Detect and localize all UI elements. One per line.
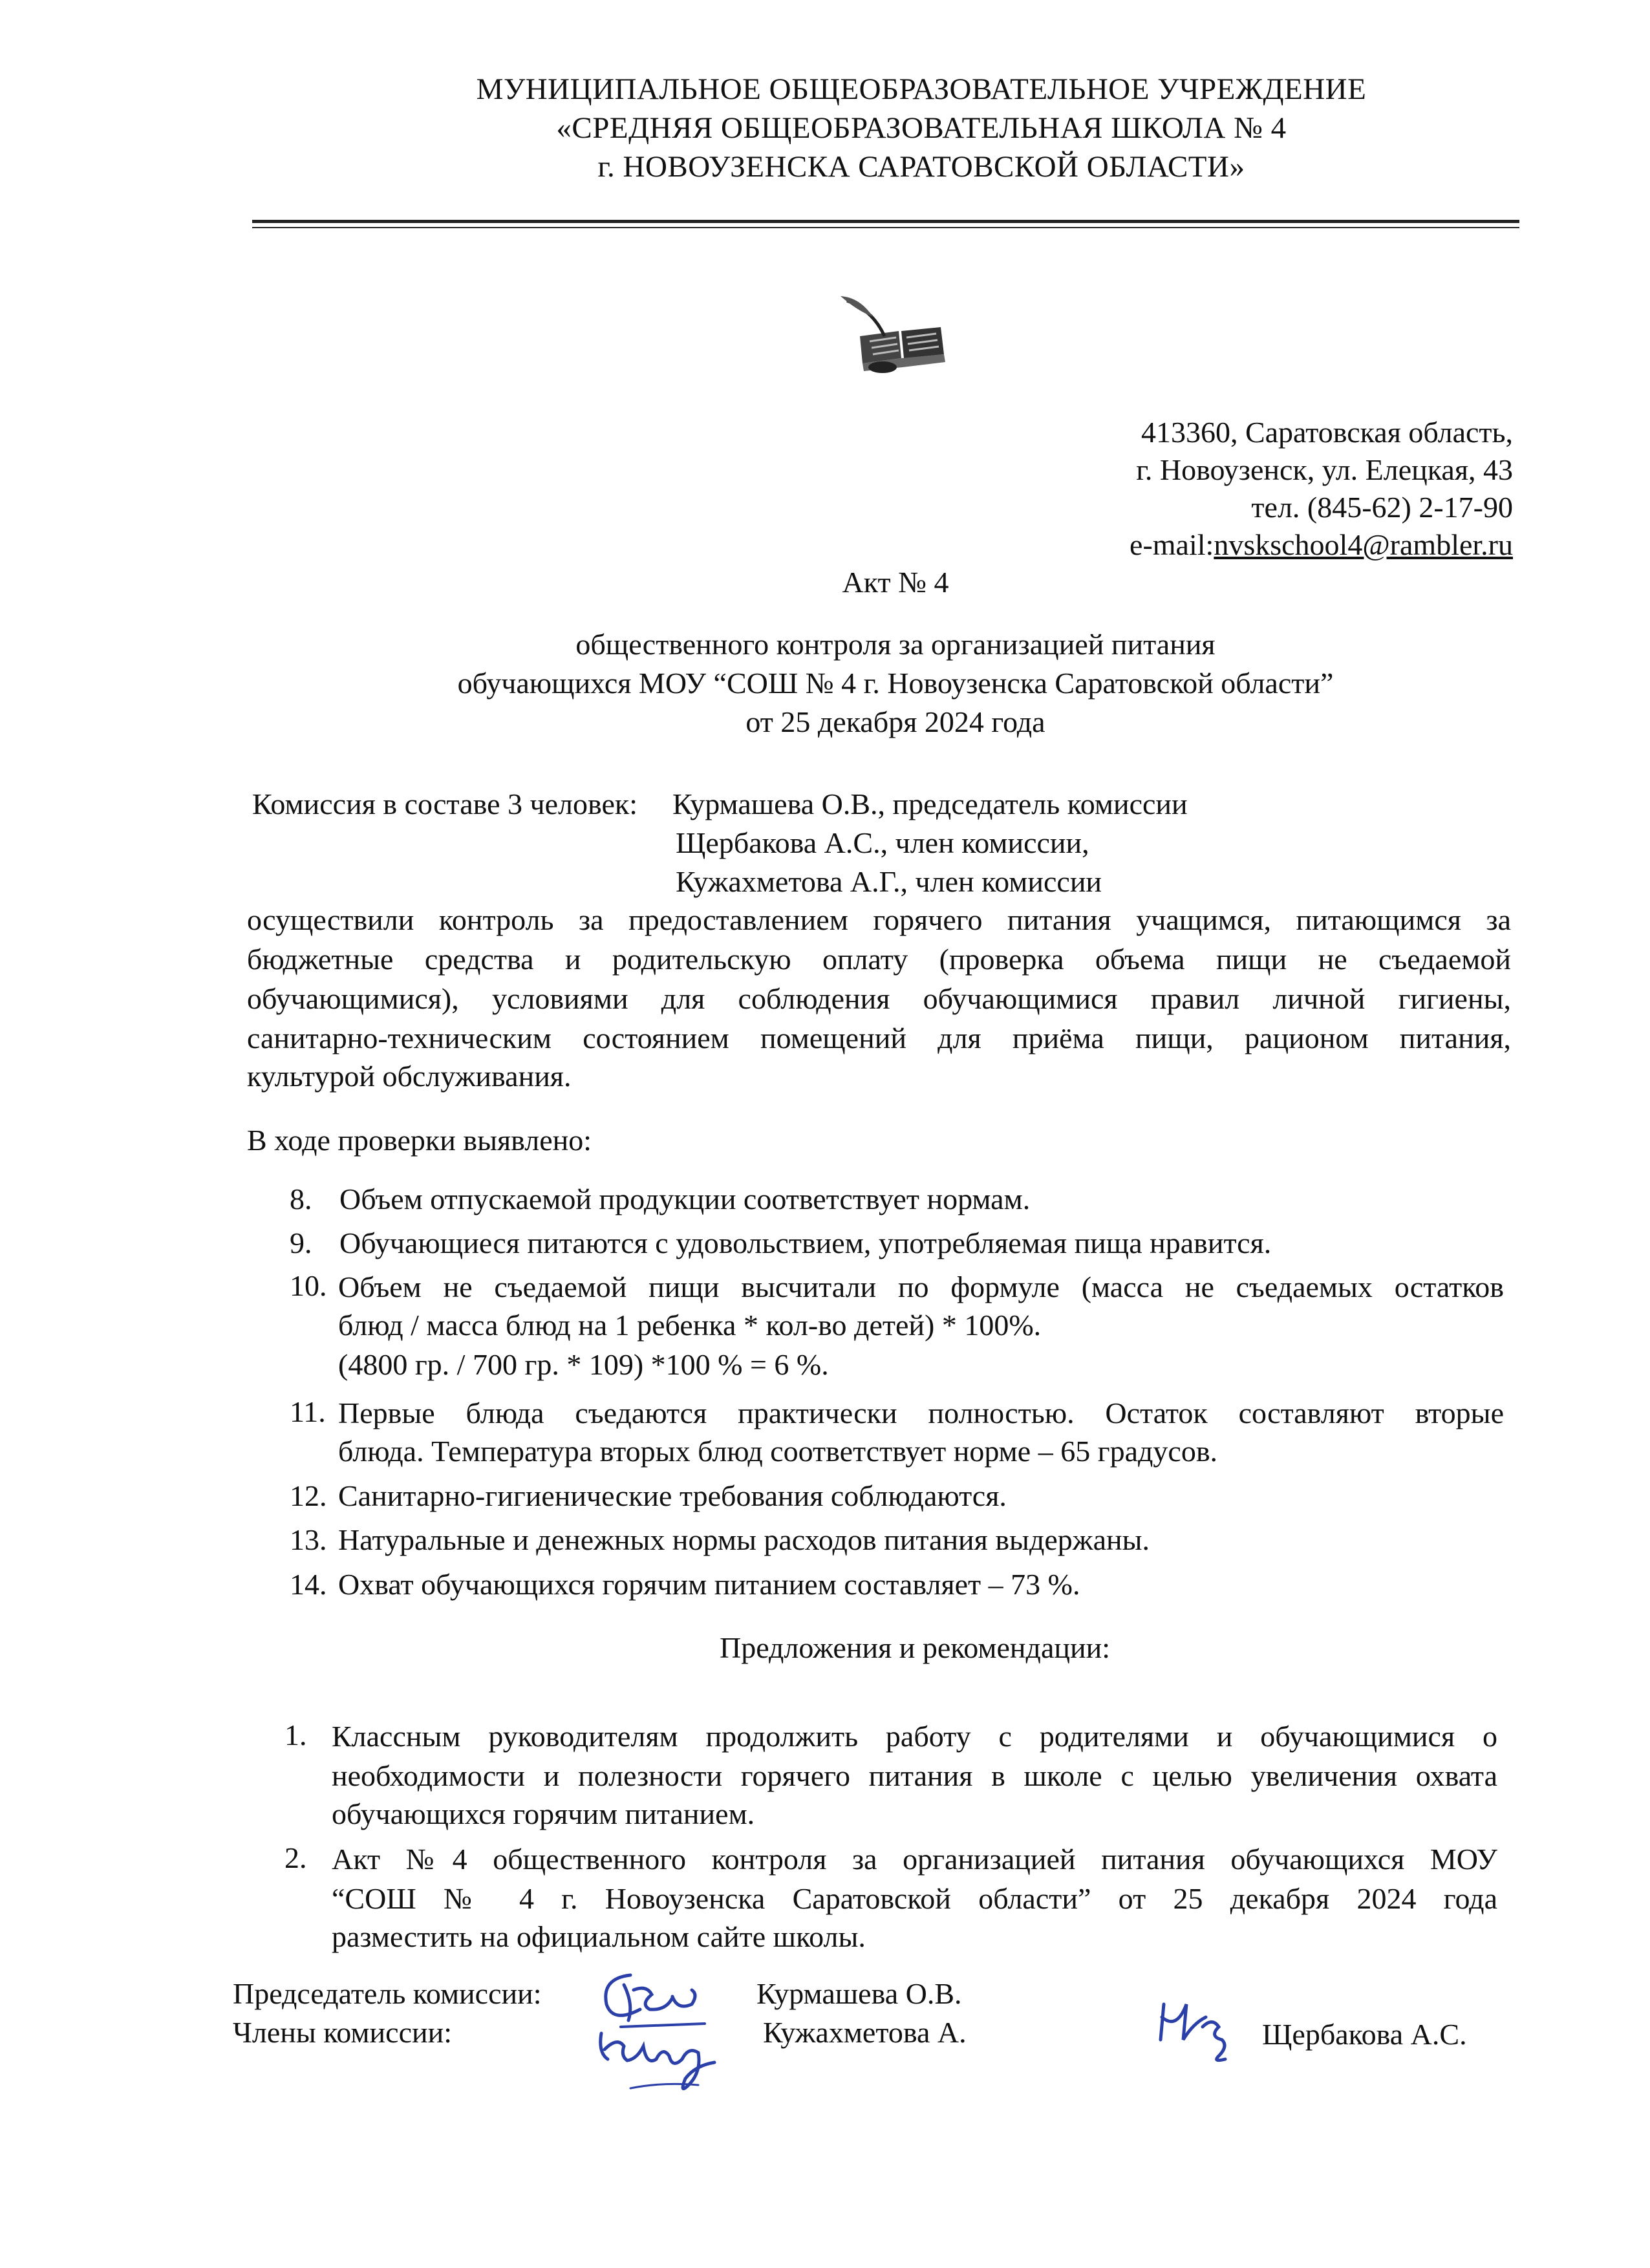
header-line-1: МУНИЦИПАЛЬНОЕ ОБЩЕОБРАЗОВАТЕЛЬНОЕ УЧРЕЖДЕНИЕ — [476, 72, 1367, 106]
recommendation-text: обучающихся горячим питанием. — [332, 1797, 755, 1830]
body-line-4: санитарно-техническим состоянием помещений для приёма пищи, рационом питания, — [247, 1022, 1511, 1054]
member-1-name: Кужахметова А. — [763, 2016, 967, 2049]
recommendation-number: 1. — [284, 1718, 307, 1751]
finding-text: Объем отпускаемой продукции соответствует нормам. — [339, 1182, 1031, 1215]
act-date: от 25 декабря 2024 года — [745, 705, 1045, 738]
act-subtitle-2: обучающихся МОУ “СОШ № 4 г. Новоузенска Саратовской области” — [457, 667, 1334, 700]
finding-text: Обучающиеся питаются с удовольствием, употребляемая пища нравится. — [339, 1226, 1272, 1259]
recommendations-title: Предложения и рекомендации: — [720, 1631, 1110, 1664]
finding-text: Натуральные и денежных нормы расходов питания выдержаны. — [338, 1523, 1150, 1556]
recommendation-text: Классным руководителям продолжить работу с родителями и обучающимися о — [332, 1720, 1497, 1753]
header-rule-thin — [252, 227, 1519, 228]
header-block — [0, 70, 1650, 186]
header-line-3: г. НОВОУЗЕНСКА САРАТОВСКОЙ ОБЛАСТИ» — [597, 150, 1245, 184]
members-label: Члены комиссии: — [233, 2016, 453, 2049]
email-label: e-mail: — [1130, 528, 1214, 561]
address-phone: тел. (845-62) 2-17-90 — [1251, 491, 1513, 524]
book-and-quill-icon — [834, 291, 970, 381]
header-line-2: «СРЕДНЯЯ ОБЩЕОБРАЗОВАТЕЛЬНАЯ ШКОЛА № 4 — [556, 111, 1287, 145]
commission-member-2: Щербакова А.С., член комиссии, — [676, 826, 1089, 859]
finding-text: блюд / масса блюд на 1 ребенка * кол-во детей) * 100%. — [338, 1309, 1042, 1342]
header-rule-thick — [252, 220, 1519, 223]
email-link[interactable]: nvskschool4@rambler.ru — [1214, 528, 1513, 561]
recommendation-number: 2. — [284, 1841, 307, 1874]
finding-text: (4800 гр. / 700 гр. * 109) *100 % = 6 %. — [338, 1348, 829, 1381]
commission-intro: Комиссия в составе 3 человек: — [252, 787, 638, 820]
act-subtitle-1: общественного контроля за организацией питания — [575, 628, 1216, 661]
body-line-2: бюджетные средства и родительскую оплату (проверка объема пищи не съедаемой — [247, 943, 1511, 976]
finding-text: Охват обучающихся горячим питанием составляет – 73 %. — [338, 1568, 1080, 1601]
finding-number: 13. — [290, 1523, 327, 1556]
commission-member-3: Кужахметова А.Г., член комиссии — [676, 865, 1102, 898]
chair-name: Курмашева О.В. — [756, 1977, 962, 2010]
finding-text: Первые блюда съедаются практически полностью. Остаток составляют вторые — [338, 1396, 1504, 1429]
finding-number: 8. — [290, 1182, 312, 1215]
recommendation-text: Акт №4 общественного контроля за организацией питания обучающихся МОУ — [332, 1843, 1497, 1876]
finding-text: Санитарно-гигиенические требования соблюдаются. — [338, 1479, 1007, 1512]
finding-number: 10. — [290, 1269, 327, 1302]
member-2-name: Щербакова А.С. — [1262, 2018, 1467, 2051]
finding-number: 9. — [290, 1226, 312, 1259]
address-line-1: 413360, Саратовская область, — [1141, 416, 1513, 449]
recommendation-text: “СОШ № 4 г. Новоузенска Саратовской области” от 25 декабря 2024 года — [332, 1882, 1497, 1915]
recommendation-text: необходимости и полезности горячего питания в школе с целью увеличения охвата — [332, 1759, 1497, 1792]
commission-member-1: Курмашева О.В., председатель комиссии — [672, 787, 1188, 820]
act-number: Акт № 4 — [842, 566, 949, 599]
address-email-row — [1130, 526, 1513, 564]
member-1-signature — [585, 2020, 740, 2104]
finding-number: 12. — [290, 1479, 327, 1512]
finding-number: 11. — [290, 1395, 326, 1428]
address-line-2: г. Новоузенск, ул. Елецкая, 43 — [1136, 453, 1513, 486]
finding-text: блюда. Температура вторых блюд соответствует норме – 65 градусов. — [338, 1435, 1218, 1468]
chair-label: Председатель комиссии: — [233, 1977, 542, 2010]
body-line-5: культурой обслуживания. — [247, 1060, 572, 1093]
finding-number: 14. — [290, 1568, 327, 1601]
recommendation-text: разместить на официальном сайте школы. — [332, 1920, 866, 1953]
finding-text: Объем не съедаемой пищи высчитали по формуле (масса не съедаемых остатков — [338, 1270, 1504, 1303]
body-line-1: осуществили контроль за предоставлением горячего питания учащимся, питающимся за — [247, 903, 1511, 936]
member-2-signature — [1148, 1991, 1245, 2069]
body-line-3: обучающимися), условиями для соблюдения обучающимися правил личной гигиены, — [247, 982, 1511, 1015]
findings-title: В ходе проверки выявлено: — [247, 1124, 592, 1157]
